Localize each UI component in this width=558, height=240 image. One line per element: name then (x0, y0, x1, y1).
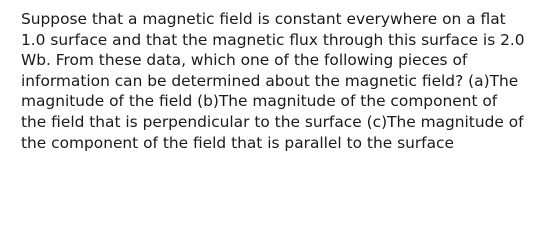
question-text (21, 9, 549, 153)
question-line: Wb. From these data, which one of the following pieces of (21, 51, 468, 70)
question-line: magnitude of the field (b)The magnitude of the component of (21, 92, 498, 111)
question-line: 1.0 surface and that the magnetic flux through this surface is 2.0 (21, 30, 525, 49)
question-line: the field that is perpendicular to the surface (c)The magnitude of (21, 112, 524, 131)
question-line: information can be determined about the magnetic field? (a)The (21, 71, 519, 90)
question-line: the component of the field that is parallel to the surface (21, 133, 454, 152)
question-line: Suppose that a magnetic field is constant everywhere on a flat (21, 10, 506, 28)
